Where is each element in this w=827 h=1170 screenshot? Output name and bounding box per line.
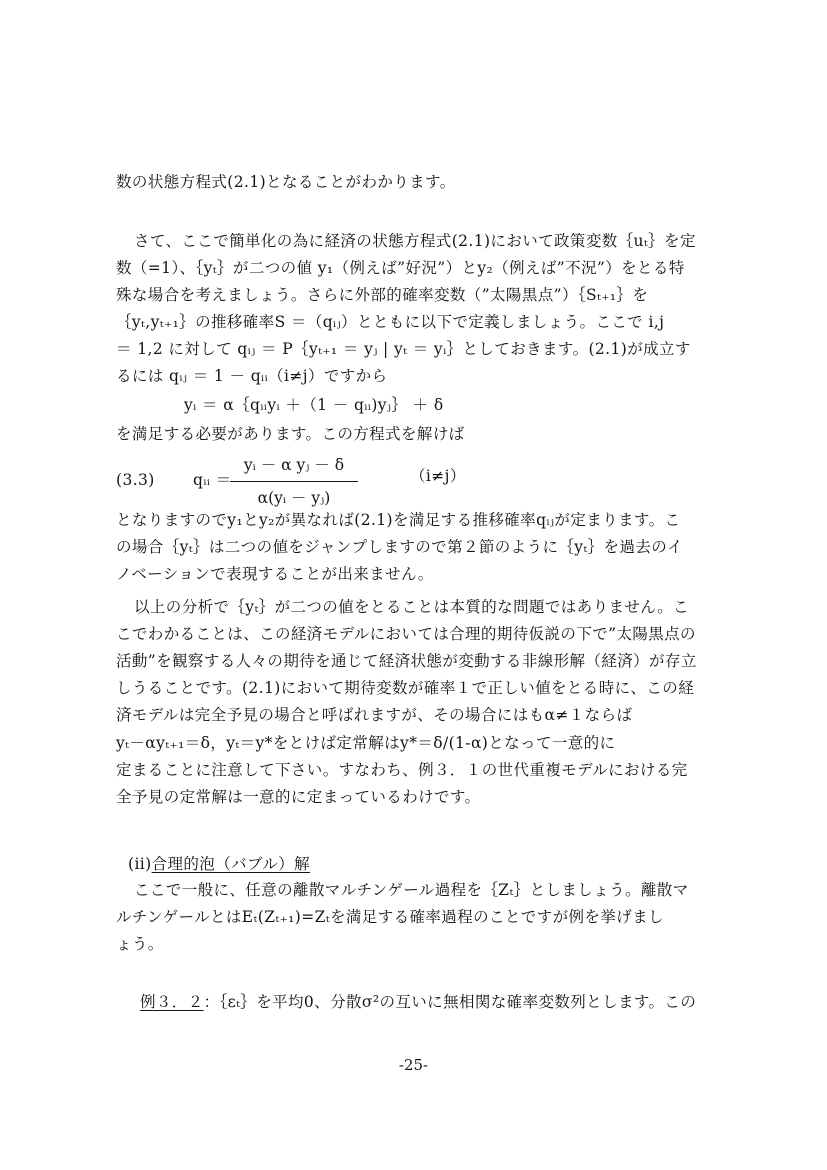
fraction-denominator: α(yᵢ － yⱼ) [257, 489, 331, 507]
text-line: を満足する必要があります。この方程式を解けば [116, 425, 465, 443]
text-line: ｛yₜ,yₜ₊₁｝の推移確率S ＝（qᵢⱼ）とともに以下で定義しましょう。ここで i,j [116, 313, 665, 331]
section-heading [128, 854, 310, 874]
text-line: 済モデルは完全予見の場合と呼ばれますが、その場合にはもα≠１ならば [116, 706, 633, 724]
equation-2-1-condition: yᵢ ＝ α｛qᵢᵢyᵢ ＋（1 － qᵢᵢ)yⱼ｝ ＋ δ [184, 396, 444, 414]
equation-label: (3.3) [116, 471, 155, 489]
text-line: 数の状態方程式(2.1)となることがわかります。 [116, 173, 456, 191]
text-line: ＝ 1,2 に対して qᵢⱼ ＝ P｛yₜ₊₁ ＝ yⱼ | yₜ ＝ yᵢ｝としておきます。(2.1)が成立す [116, 340, 691, 358]
text-line: ルチンゲールとはEₜ(Zₜ₊₁)=Zₜを満足する確率過程のことですが例を挙げまし [116, 908, 664, 926]
page-number: -25- [398, 1056, 429, 1074]
text-line: 殊な場合を考えましょう。さらに外部的確率変数（”太陽黒点”）｛Sₜ₊₁｝を [116, 286, 649, 304]
text-line: ょう。 [116, 935, 164, 953]
text-line: さて、ここで簡単化の為に経済の状態方程式(2.1)において政策変数｛uₜ｝を定 [134, 232, 696, 250]
fraction [230, 455, 358, 508]
example-label: 例３．２ [140, 993, 204, 1011]
text-line: 活動”を観察する人々の期待を通じて経済状態が変動する非線形解（経済）が存立 [116, 652, 697, 670]
text-line: 全予見の定常解は一意的に定まっているわけです。 [116, 788, 481, 806]
equation-lhs: qᵢᵢ ＝ [193, 471, 232, 489]
example-line [140, 992, 696, 1012]
section-number: (ii) [128, 855, 152, 873]
text-line: yₜ－αyₜ₊₁＝δ，yₜ＝y*をとけば定常解はy*＝δ/(1-α)となって一意的に [116, 734, 616, 752]
text-line: 以上の分析で｛yₜ｝が二つの値をとることは本質的な問題ではありません。こ [134, 598, 689, 616]
text-line: となりますのでy₁とy₂が異なれば(2.1)を満足する推移確率qᵢⱼが定まります。こ [116, 511, 681, 529]
text-line: るには qᵢⱼ ＝ 1 － qᵢᵢ（i≠j）ですから [116, 367, 388, 385]
equation-condition: （i≠j） [410, 467, 466, 485]
text-line: こでわかることは、この経済モデルにおいては合理的期待仮説の下で”太陽黒点の [116, 625, 696, 643]
example-text: ：｛εₜ｝を平均0、分散σ²の互いに無相関な確率変数列とします。この [203, 993, 697, 1011]
section-title: 合理的泡（バブル）解 [151, 855, 310, 873]
text-line: の場合｛yₜ｝は二つの値をジャンプしますので第２節のように｛yₜ｝を過去のイ [116, 538, 684, 556]
fraction-numerator: yᵢ － α yⱼ － δ [230, 455, 358, 482]
text-line: ノベーションで表現することが出来ません。 [116, 565, 434, 583]
text-line: 定まることに注意して下さい。すなわち、例３．１の世代重複モデルにおける完 [116, 761, 688, 779]
text-line: しうることです。(2.1)において期待変数が確率１で正しい値をとる時に、この経 [116, 679, 695, 697]
text-line: 数（=1）、｛yₜ｝が二つの値 y₁（例えば”好況”）とy₂（例えば”不況”）をとる特 [116, 259, 685, 277]
text-line: ここで一般に、任意の離散マルチンゲール過程を｛Zₜ｝としましょう。離散マ [134, 881, 689, 899]
